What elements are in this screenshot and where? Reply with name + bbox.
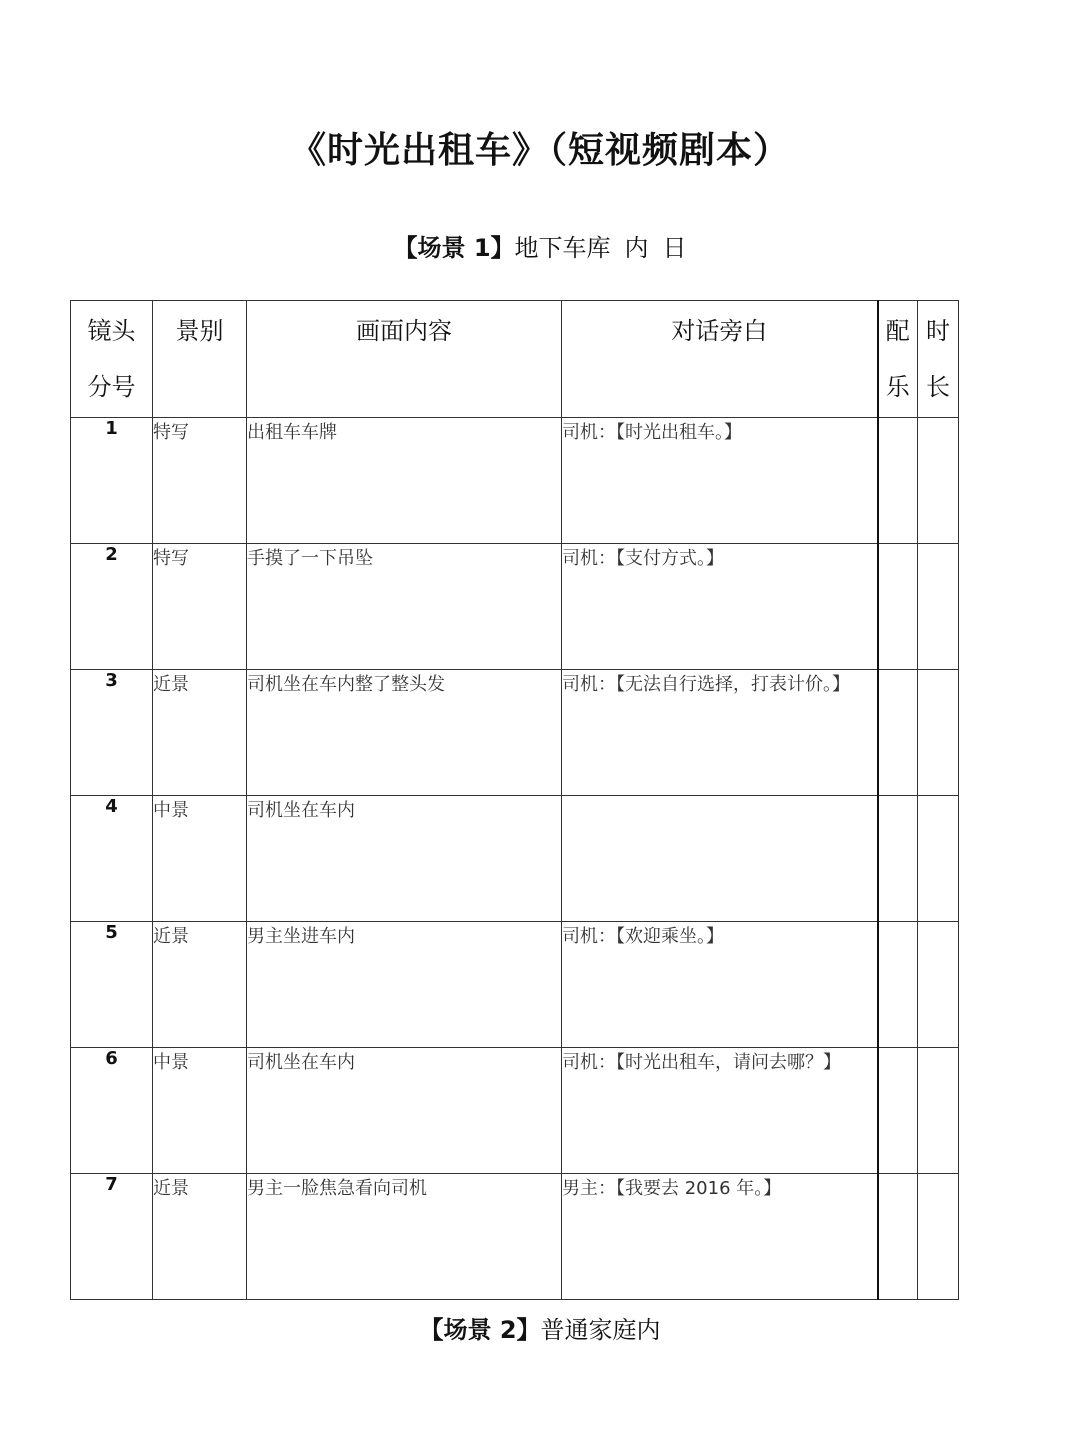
shot-list-table: [70, 300, 959, 1300]
shot-duration: [918, 1174, 959, 1300]
shot-dialogue: 司机：【支付方式。】: [562, 544, 878, 670]
header-shot-number-line2: 分号: [87, 373, 136, 401]
header-content: 画面内容: [247, 301, 562, 418]
scene-1-heading: [0, 228, 1080, 263]
shot-content: 司机坐在车内: [247, 796, 562, 922]
table-row: [71, 670, 959, 796]
shot-size: 近景: [153, 922, 247, 1048]
table-row: [71, 922, 959, 1048]
shot-dialogue: [562, 796, 878, 922]
header-music-line1: 配: [885, 317, 910, 345]
table-row: [71, 1174, 959, 1300]
shot-content: 手摸了一下吊坠: [247, 544, 562, 670]
shot-content: 司机坐在车内整了整头发: [247, 670, 562, 796]
scene-1-tag: 【场景 1】: [393, 234, 515, 262]
shot-size: 中景: [153, 796, 247, 922]
shot-size: 近景: [153, 670, 247, 796]
shot-dialogue: 司机：【时光出租车，请问去哪？】: [562, 1048, 878, 1174]
scene-1-time: 日: [662, 234, 687, 262]
scene-2-location: 普通家庭内: [540, 1316, 661, 1344]
shot-dialogue: 司机：【欢迎乘坐。】: [562, 922, 878, 1048]
header-music: [878, 301, 918, 418]
shot-size: 近景: [153, 1174, 247, 1300]
shot-size: 中景: [153, 1048, 247, 1174]
shot-duration: [918, 670, 959, 796]
header-shot-number: [71, 301, 153, 418]
shot-duration: [918, 1048, 959, 1174]
table-row: [71, 796, 959, 922]
shot-number: 1: [71, 418, 153, 544]
shot-music: [878, 670, 918, 796]
shot-content: 出租车车牌: [247, 418, 562, 544]
table-header-row: [71, 301, 959, 418]
table-row: [71, 418, 959, 544]
document-title: 《时光出租车》（短视频剧本）: [289, 130, 790, 171]
shot-duration: [918, 418, 959, 544]
shot-dialogue: 司机：【时光出租车。】: [562, 418, 878, 544]
shot-content: 男主一脸焦急看向司机: [247, 1174, 562, 1300]
shot-duration: [918, 922, 959, 1048]
header-music-line2: 乐: [885, 373, 910, 401]
shot-number: 2: [71, 544, 153, 670]
shot-content: 司机坐在车内: [247, 1048, 562, 1174]
shot-dialogue: 司机：【无法自行选择，打表计价。】: [562, 670, 878, 796]
header-shot-number-line1: 镜头: [87, 317, 136, 345]
shot-music: [878, 544, 918, 670]
shot-number: 4: [71, 796, 153, 922]
shot-size: 特写: [153, 544, 247, 670]
shot-number: 7: [71, 1174, 153, 1300]
shot-content: 男主坐进车内: [247, 922, 562, 1048]
scene-2-tag: 【场景 2】: [419, 1316, 541, 1344]
table-row: [71, 544, 959, 670]
shot-dialogue: 男主：【我要去 2016 年。】: [562, 1174, 878, 1300]
shot-music: [878, 418, 918, 544]
scene-1-location: 地下车库: [514, 234, 611, 262]
shot-size: 特写: [153, 418, 247, 544]
shot-number: 5: [71, 922, 153, 1048]
scene-1-interior: 内: [624, 234, 649, 262]
table-row: [71, 1048, 959, 1174]
header-dialogue: 对话旁白: [562, 301, 878, 418]
shot-duration: [918, 544, 959, 670]
header-duration: [918, 301, 959, 418]
header-duration-line1: 时: [926, 317, 950, 345]
shot-number: 6: [71, 1048, 153, 1174]
header-shot-size: 景别: [153, 301, 247, 418]
shot-music: [878, 1174, 918, 1300]
shot-number: 3: [71, 670, 153, 796]
shot-music: [878, 1048, 918, 1174]
scene-2-heading: [0, 1310, 1080, 1345]
shot-duration: [918, 796, 959, 922]
shot-music: [878, 796, 918, 922]
shot-music: [878, 922, 918, 1048]
header-duration-line2: 长: [926, 373, 950, 401]
